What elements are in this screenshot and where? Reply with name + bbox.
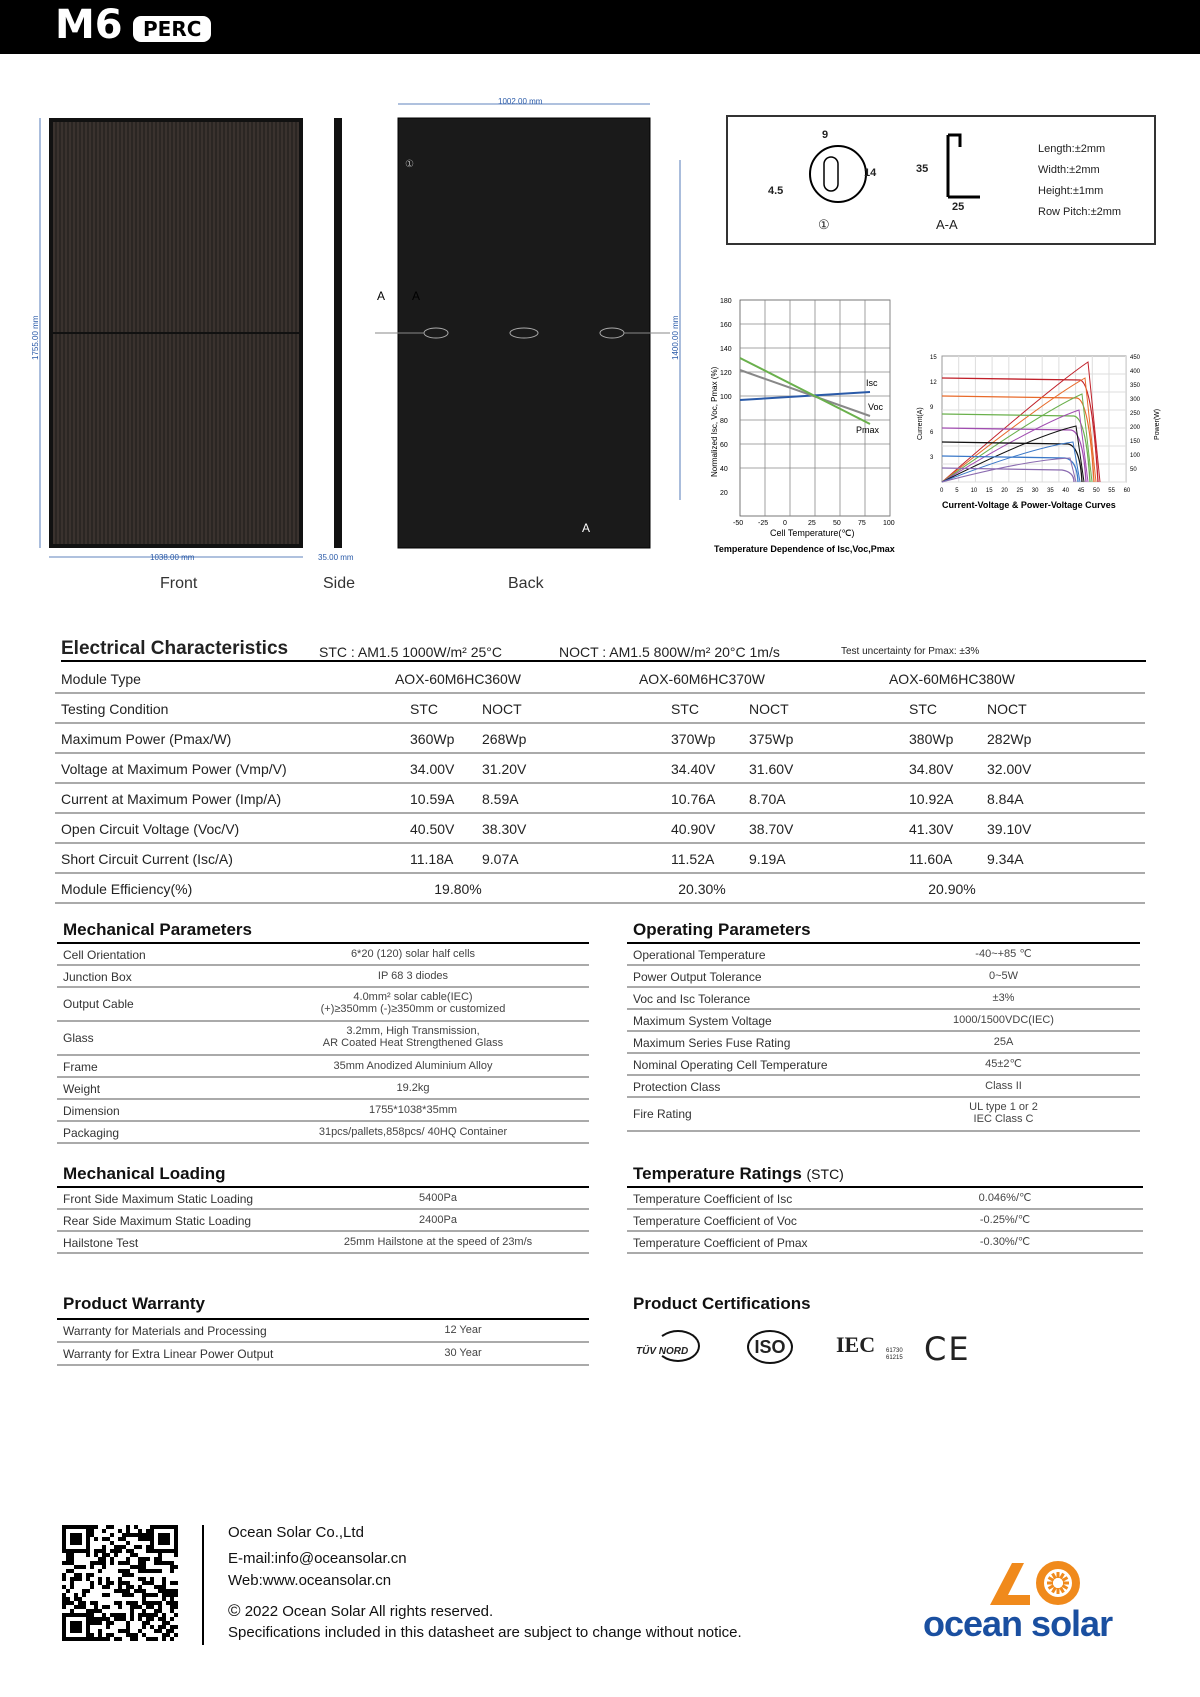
- table-row-value: 6*20 (120) solar half cells: [350, 948, 476, 960]
- electrical-cell: NOCT: [749, 701, 789, 717]
- electrical-cell: NOCT: [482, 701, 522, 717]
- electrical-cell: 40.90V: [671, 821, 716, 837]
- electrical-table: [55, 664, 1145, 904]
- electrical-row: [55, 694, 1145, 724]
- electrical-row-label: Module Type: [61, 671, 141, 687]
- table-row: [57, 944, 589, 966]
- temp-xtick: 50: [833, 520, 841, 527]
- iv-xtick: 60: [1123, 488, 1131, 494]
- iv-xtick: 45: [1077, 488, 1085, 494]
- electrical-cell: AOX-60M6HC370W: [638, 671, 766, 687]
- certifications-title: Product Certifications: [633, 1294, 811, 1313]
- electrical-cell: STC: [671, 701, 699, 717]
- table-row-label: Output Cable: [63, 997, 134, 1011]
- temp-xlabel: Cell Temperature(℃): [770, 528, 855, 538]
- section-mark-1: A: [377, 289, 386, 303]
- temperature-title-text: Temperature Ratings: [633, 1164, 802, 1183]
- notice: Specifications included in this datasheet are subject to change without notice.: [228, 1624, 742, 1641]
- iv-xtick: 15: [985, 488, 993, 494]
- dim-14: 14: [864, 167, 877, 179]
- electrical-cell: 10.92A: [909, 791, 954, 807]
- table-row-value: 2400Pa: [419, 1214, 457, 1226]
- dim-25: 25: [952, 201, 965, 213]
- iv-xtick: 35: [1047, 488, 1054, 494]
- table-row-label: Dimension: [63, 1104, 120, 1118]
- front-height-dim: 1755.00 mm: [31, 315, 40, 360]
- iv-ytick-right: 200: [1130, 425, 1141, 431]
- section-mark-3: A: [582, 521, 591, 535]
- table-row-label: Weight: [63, 1082, 101, 1096]
- electrical-row-label: Maximum Power (Pmax/W): [61, 731, 232, 747]
- temp-ytick: 160: [720, 322, 732, 329]
- iv-xtick: 20: [1001, 488, 1008, 494]
- table-row-value: 1755*1038*35mm: [368, 1104, 458, 1116]
- table-row-label: Glass: [63, 1031, 94, 1045]
- electrical-row-label: Testing Condition: [61, 701, 169, 717]
- front-label: Front: [160, 575, 198, 592]
- electrical-title: [61, 638, 1146, 662]
- table-row-value: 0.046%/℃: [978, 1192, 1032, 1204]
- iv-xtick: 25: [1016, 488, 1024, 494]
- electrical-cell: 11.18A: [410, 851, 454, 867]
- iso-text: ISO: [747, 1330, 793, 1364]
- table-row-label: Warranty for Materials and Processing: [63, 1324, 267, 1338]
- table-row-value: 3.2mm, High Transmission, AR Coated Heat Strengthened Glass: [322, 1025, 504, 1049]
- table-row: [627, 1210, 1143, 1232]
- iv-xtick: 0: [940, 488, 944, 494]
- electrical-cell: NOCT: [987, 701, 1027, 717]
- temperature-chart: [706, 292, 916, 562]
- noct-condition: NOCT : AM1.5 800W/m² 20°C 1m/s: [559, 644, 780, 660]
- iv-ylabel-left: Current(A): [917, 407, 924, 440]
- electrical-row-label: Current at Maximum Power (Imp/A): [61, 791, 282, 807]
- table-row-label: Front Side Maximum Static Loading: [63, 1192, 254, 1206]
- electrical-row-label: Voltage at Maximum Power (Vmp/V): [61, 761, 287, 777]
- iv-ytick-right: 150: [1130, 439, 1141, 445]
- iv-xtick: 5: [955, 488, 959, 494]
- tuv-nord-text: TÜV NORD: [636, 1346, 689, 1357]
- electrical-cell: 9.19A: [749, 851, 786, 867]
- temp-xtick: 100: [883, 520, 895, 527]
- iv-ytick-right: 350: [1130, 383, 1141, 389]
- table-row: [627, 1098, 1140, 1132]
- iv-xtick: 10: [970, 488, 978, 494]
- table-row-label: Power Output Tolerance: [633, 970, 762, 984]
- table-row-value: 30 Year: [444, 1347, 482, 1359]
- side-label: Side: [323, 575, 356, 592]
- iso-logo: [747, 1330, 793, 1364]
- iv-ytick-left: 12: [930, 380, 937, 386]
- table-row: [57, 1210, 589, 1232]
- model-name: M6: [55, 2, 123, 48]
- table-row-value: 19.2kg: [396, 1082, 430, 1094]
- table-row: [627, 1032, 1140, 1054]
- tolerance-row-pitch: Row Pitch:±2mm: [1038, 206, 1122, 218]
- iv-xtick: 55: [1108, 488, 1115, 494]
- electrical-cell: 41.30V: [909, 821, 954, 837]
- table-row-label: Protection Class: [633, 1080, 721, 1094]
- table-row-value: IP 68 3 diodes: [377, 970, 449, 982]
- temperature-title: [633, 1164, 844, 1184]
- table-row: [57, 1320, 589, 1343]
- warranty-table: [57, 1318, 589, 1366]
- circle-mark: ①: [818, 217, 830, 232]
- table-row: [57, 1122, 589, 1144]
- electrical-cell: 20.30%: [678, 881, 726, 897]
- iv-ytick-left: 3: [930, 455, 934, 461]
- mechanical-title: Mechanical Parameters: [63, 920, 252, 939]
- dim-35: 35: [916, 163, 929, 175]
- iv-ytick-right: 450: [1130, 355, 1141, 361]
- dim-9: 9: [822, 129, 829, 141]
- table-row-label: Temperature Coefficient of Isc: [633, 1192, 793, 1206]
- iv-curve: [942, 442, 1082, 482]
- iv-xtick: 30: [1031, 488, 1039, 494]
- temp-ytick: 120: [720, 370, 732, 377]
- temp-series-voc: Voc: [868, 402, 884, 412]
- electrical-row: [55, 874, 1145, 904]
- table-row-label: Fire Rating: [633, 1107, 692, 1121]
- electrical-cell: 19.80%: [434, 881, 482, 897]
- table-row-label: Nominal Operating Cell Temperature: [633, 1058, 828, 1072]
- temp-series-isc: Isc: [866, 378, 878, 388]
- temp-ylabel: Normalized Isc, Voc, Pmax (%): [710, 366, 719, 477]
- electrical-cell: 8.59A: [482, 791, 519, 807]
- table-row-value: 25mm Hailstone at the speed of 23m/s: [343, 1236, 533, 1248]
- table-row-value: 12 Year: [444, 1324, 482, 1336]
- table-row-label: Warranty for Extra Linear Power Output: [63, 1347, 274, 1361]
- temp-ytick: 140: [720, 346, 732, 353]
- table-row: [57, 988, 589, 1022]
- front-width-dim: 1038.00 mm: [150, 553, 195, 562]
- operating-title: Operating Parameters: [633, 920, 811, 939]
- table-row-value: 45±2℃: [985, 1058, 1022, 1070]
- website: Web:www.oceansolar.cn: [228, 1572, 392, 1589]
- table-row: [627, 1188, 1143, 1210]
- electrical-cell: 34.80V: [909, 761, 954, 777]
- table-row-label: Packaging: [63, 1126, 120, 1140]
- electrical-row: [55, 784, 1145, 814]
- temp-xtick: 0: [783, 520, 787, 527]
- copyright-text: 2022 Ocean Solar All rights reserved.: [244, 1603, 494, 1620]
- electrical-cell: 268Wp: [482, 731, 527, 747]
- loading-title: Mechanical Loading: [63, 1164, 226, 1183]
- electrical-cell: 39.10V: [987, 821, 1032, 837]
- electrical-cell: 11.52A: [671, 851, 715, 867]
- table-row-label: Cell Orientation: [63, 948, 146, 962]
- electrical-cell: 380Wp: [909, 731, 954, 747]
- stc-condition: STC : AM1.5 1000W/m² 25°C: [319, 644, 502, 660]
- electrical-row-label: Module Efficiency(%): [61, 881, 193, 897]
- table-row: [57, 966, 589, 988]
- table-row-value: 5400Pa: [419, 1192, 457, 1204]
- table-row: [627, 966, 1140, 988]
- electrical-cell: AOX-60M6HC360W: [394, 671, 522, 687]
- table-row: [57, 1022, 589, 1056]
- electrical-cell: STC: [909, 701, 937, 717]
- table-row-value: 1000/1500VDC(IEC): [953, 1014, 1054, 1026]
- iec-num-2: 61215: [886, 1355, 903, 1361]
- table-row-value: ±3%: [992, 992, 1015, 1004]
- ce-logo: CE: [924, 1330, 971, 1368]
- header-bar: [0, 0, 1200, 54]
- electrical-row-label: Short Circuit Current (Isc/A): [61, 851, 233, 867]
- table-row-value: -40~+85 ℃: [975, 948, 1032, 960]
- iv-ytick-right: 400: [1130, 369, 1141, 375]
- section-aa: A-A: [936, 217, 958, 232]
- table-row-value: -0.25%/℃: [979, 1214, 1031, 1226]
- electrical-cell: 9.07A: [482, 851, 519, 867]
- electrical-cell: AOX-60M6HC380W: [888, 671, 1016, 687]
- temperature-table: [627, 1186, 1143, 1254]
- mechanical-table: [57, 942, 589, 1144]
- electrical-cell: 282Wp: [987, 731, 1032, 747]
- electrical-row: [55, 754, 1145, 784]
- back-height-dim: 1400.00 mm: [671, 315, 680, 360]
- electrical-row: [55, 844, 1145, 874]
- iv-xtick: 50: [1093, 488, 1100, 494]
- table-row-label: Temperature Coefficient of Voc: [633, 1214, 797, 1228]
- iv-ytick-right: 100: [1130, 453, 1141, 459]
- electrical-cell: 34.40V: [671, 761, 716, 777]
- electrical-row: [55, 724, 1145, 754]
- electrical-cell: 20.90%: [928, 881, 976, 897]
- electrical-cell: 31.60V: [749, 761, 794, 777]
- tolerance-length: Length:±2mm: [1038, 143, 1106, 155]
- temp-ytick: 180: [720, 298, 732, 305]
- table-row: [57, 1188, 589, 1210]
- electrical-cell: 9.34A: [987, 851, 1024, 867]
- iv-xtick: 40: [1062, 488, 1070, 494]
- table-row-label: Junction Box: [63, 970, 132, 984]
- temp-xtick: -50: [733, 520, 744, 527]
- uncertainty-note: Test uncertainty for Pmax: ±3%: [841, 646, 980, 657]
- hole-mark: ①: [405, 159, 414, 170]
- electrical-cell: 10.59A: [410, 791, 455, 807]
- ocean-solar-logo-text: ocean solar: [923, 1603, 1113, 1644]
- temp-xtick: 25: [808, 520, 816, 527]
- cell-type-badge: PERC: [133, 16, 211, 42]
- section-mark-2: A: [412, 289, 421, 303]
- pmax-line: [740, 358, 870, 424]
- company-name: Ocean Solar Co.,Ltd: [228, 1524, 364, 1541]
- table-row: [57, 1343, 589, 1366]
- table-row: [57, 1232, 589, 1254]
- iv-ytick-right: 50: [1130, 467, 1137, 473]
- electrical-row-label: Open Circuit Voltage (Voc/V): [61, 821, 240, 837]
- iv-ytick-right: 300: [1130, 397, 1141, 403]
- iec-logo: [836, 1330, 906, 1366]
- table-row: [627, 1054, 1140, 1076]
- tolerance-height: Height:±1mm: [1038, 185, 1104, 197]
- back-label: Back: [508, 575, 544, 592]
- electrical-cell: STC: [410, 701, 438, 717]
- iv-chart: [910, 348, 1160, 518]
- back-width-dim: 1002.00 mm: [498, 97, 543, 106]
- temp-ytick: 80: [720, 418, 728, 425]
- detail-box: [726, 115, 1156, 245]
- table-row-value: 35mm Anodized Aluminium Alloy: [333, 1060, 493, 1072]
- tuv-nord-logo: [636, 1330, 702, 1366]
- table-row: [57, 1078, 589, 1100]
- iv-ytick-right: 250: [1130, 411, 1141, 417]
- table-row-value: UL type 1 or 2 IEC Class C: [969, 1101, 1038, 1125]
- electrical-cell: 34.00V: [410, 761, 455, 777]
- temp-series-pmax: Pmax: [856, 425, 880, 435]
- electrical-cell: 8.84A: [987, 791, 1024, 807]
- electrical-cell: 375Wp: [749, 731, 794, 747]
- table-row-label: Hailstone Test: [63, 1236, 139, 1250]
- iv-ytick-left: 15: [930, 355, 937, 361]
- table-row-label: Maximum Series Fuse Rating: [633, 1036, 791, 1050]
- temp-title: Temperature Dependence of Isc,Voc,Pmax: [714, 544, 895, 554]
- table-row-label: Frame: [63, 1060, 98, 1074]
- electrical-cell: 38.30V: [482, 821, 527, 837]
- iec-num-1: 61730: [886, 1348, 903, 1354]
- iv-ylabel-right: Power(W): [1154, 408, 1161, 440]
- electrical-cell: 10.76A: [671, 791, 716, 807]
- operating-table: [627, 942, 1140, 1132]
- electrical-row: [55, 664, 1145, 694]
- table-row-label: Operational Temperature: [633, 948, 766, 962]
- temp-ytick: 20: [720, 490, 728, 497]
- tolerance-list: [1038, 139, 1121, 223]
- table-row: [627, 944, 1140, 966]
- table-row: [627, 1010, 1140, 1032]
- table-row: [627, 1076, 1140, 1098]
- electrical-cell: 360Wp: [410, 731, 455, 747]
- iv-title: Current-Voltage & Power-Voltage Curves: [942, 500, 1116, 510]
- electrical-row: [55, 814, 1145, 844]
- back-panel: [398, 118, 650, 548]
- temp-xtick: 75: [858, 520, 866, 527]
- iv-ytick-left: 9: [930, 405, 934, 411]
- contact-email: E-mail:info@oceansolar.cn: [228, 1550, 407, 1567]
- electrical-cell: 40.50V: [410, 821, 455, 837]
- table-row-label: Voc and Isc Tolerance: [633, 992, 751, 1006]
- warranty-title: Product Warranty: [63, 1294, 206, 1313]
- table-row-label: Temperature Coefficient of Pmax: [633, 1236, 808, 1250]
- electrical-cell: 38.70V: [749, 821, 794, 837]
- table-row: [627, 1232, 1143, 1254]
- temp-xtick: -25: [758, 520, 769, 527]
- footer-divider: [202, 1525, 204, 1645]
- side-depth-dim: 35.00 mm: [318, 553, 354, 562]
- electrical-title-text: Electrical Characteristics: [61, 638, 289, 659]
- iv-ytick-left: 6: [930, 430, 934, 436]
- table-row: [57, 1056, 589, 1078]
- qr-code: [62, 1525, 180, 1643]
- electrical-cell: 8.70A: [749, 791, 786, 807]
- iec-text: IEC: [836, 1332, 876, 1357]
- table-row-value: -0.30%/℃: [979, 1236, 1031, 1248]
- electrical-cell: 32.00V: [987, 761, 1032, 777]
- table-row-value: Class II: [985, 1080, 1022, 1092]
- table-row-value: 31pcs/pallets,858pcs/ 40HQ Container: [318, 1126, 508, 1138]
- table-row: [57, 1100, 589, 1122]
- electrical-cell: 31.20V: [482, 761, 527, 777]
- temp-ytick: 40: [720, 466, 728, 473]
- electrical-cell: 11.60A: [909, 851, 953, 867]
- side-panel: [334, 118, 342, 548]
- table-row-label: Rear Side Maximum Static Loading: [63, 1214, 252, 1228]
- temperature-title-sub: (STC): [806, 1166, 844, 1182]
- table-row-value: 4.0mm² solar cable(IEC) (+)≥350mm (-)≥350mm or customized: [320, 991, 506, 1015]
- loading-table: [57, 1186, 589, 1254]
- copyright: [228, 1601, 493, 1621]
- table-row-value: 25A: [993, 1036, 1014, 1048]
- copyright-icon: ©: [228, 1601, 241, 1620]
- dim-4-5: 4.5: [768, 185, 784, 197]
- table-row-value: 0~5W: [988, 970, 1019, 982]
- tolerance-width: Width:±2mm: [1038, 164, 1100, 176]
- electrical-cell: 370Wp: [671, 731, 716, 747]
- table-row-label: Maximum System Voltage: [633, 1014, 772, 1028]
- table-row: [627, 988, 1140, 1010]
- temp-ytick: 60: [720, 442, 728, 449]
- temp-ytick: 100: [720, 394, 732, 401]
